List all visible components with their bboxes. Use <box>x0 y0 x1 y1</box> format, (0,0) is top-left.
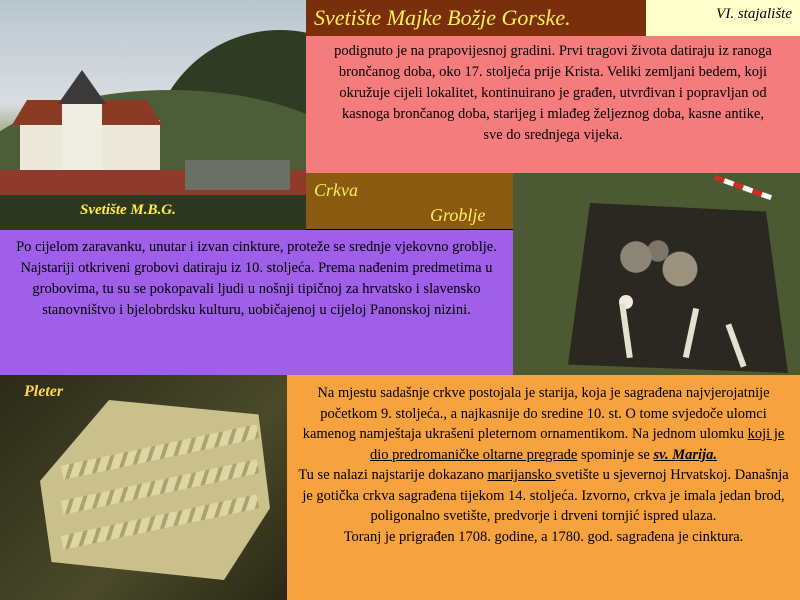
church-paragraph-2 <box>295 465 792 527</box>
church-text-2a: Tu se nalazi najstarije dokazano <box>298 467 488 483</box>
intro-text-box <box>306 36 800 173</box>
station-label: VI. stajalište <box>646 0 800 36</box>
intro-text: podignuto je na prapovijesnoj gradini. Prvi tragovi života datiraju iz ranoga brončanog doba, oko 17. stoljeća prije Krista. Veliki zemljani bedem, koji okružuje cijeli lokalitet, kontinuirano je građen, utvrđivan i popravljan od kasnoga brončanog doba, starijeg i mlađeg željeznog doba, kasne antike, <box>334 43 772 122</box>
church-text-2b: svetište u sjevernoj Hrvatskoj. Današnja je gotička crkva sagrađena tijekom 14. stoljeća. Izvorno, crkva je imala jedan brod, poligonalno svetište, predvorje i drveni tornjić ispred ulaza. <box>302 467 789 524</box>
cemetery-text: Po cijelom zaravanku, unutar i izvan cinkture, proteže se srednje vjekovno groblje. Najstariji otkriveni grobovi datiraju iz 10. stoljeća. Prema nađenim predmetima u grobovima, tu su se pokopavali ljudi u nošnji tipičnoj za hrvatsko i slavensko stanovništvo i bjelobrdsku kulturu, uobičajenoj u cijeloj Panonskoj nizini. <box>16 239 497 318</box>
measuring-rod <box>714 175 772 200</box>
tab-groblje[interactable]: Groblje <box>430 205 486 225</box>
intro-last-line: sve do srednjega vijeka. <box>483 127 623 143</box>
excavation-photo <box>513 173 800 375</box>
church-text-1a: Na mjestu sadašnje crkve postojala je starija, koja je sagrađena najvjerojatnije početkom 9. stoljeća., a najkasnije do sredine 10. st. O tome svjedoče ulomci kamenog namještaja ukrašeni pleternom ornamentikom. Na jednom ulomku <box>302 385 770 442</box>
saint-mary-name: sv. Marija. <box>653 446 717 463</box>
cemetery-text-box <box>0 230 513 375</box>
church-text-box <box>287 375 800 600</box>
church-tower <box>62 100 102 170</box>
tab-crkva[interactable]: Crkva <box>314 180 358 200</box>
church-paragraph-3: Toranj je prigrađen 1708. godine, a 1780. god. sagrađena je cinktura. <box>343 528 744 545</box>
church-photo-caption: Svetište M.B.G. <box>80 202 176 218</box>
pleter-photo <box>0 375 287 600</box>
church-text-1b: spominje se <box>577 446 654 463</box>
marian-link[interactable]: marijansko <box>487 467 556 483</box>
church-photo <box>0 0 306 230</box>
altar-screen-link[interactable]: koji je dio predromaničke oltarne pregrade <box>370 426 785 463</box>
page-title: Svetište Majke Božje Gorske. <box>306 0 646 36</box>
church-paragraph-1 <box>295 383 792 465</box>
pleter-caption: Pleter <box>24 383 64 400</box>
